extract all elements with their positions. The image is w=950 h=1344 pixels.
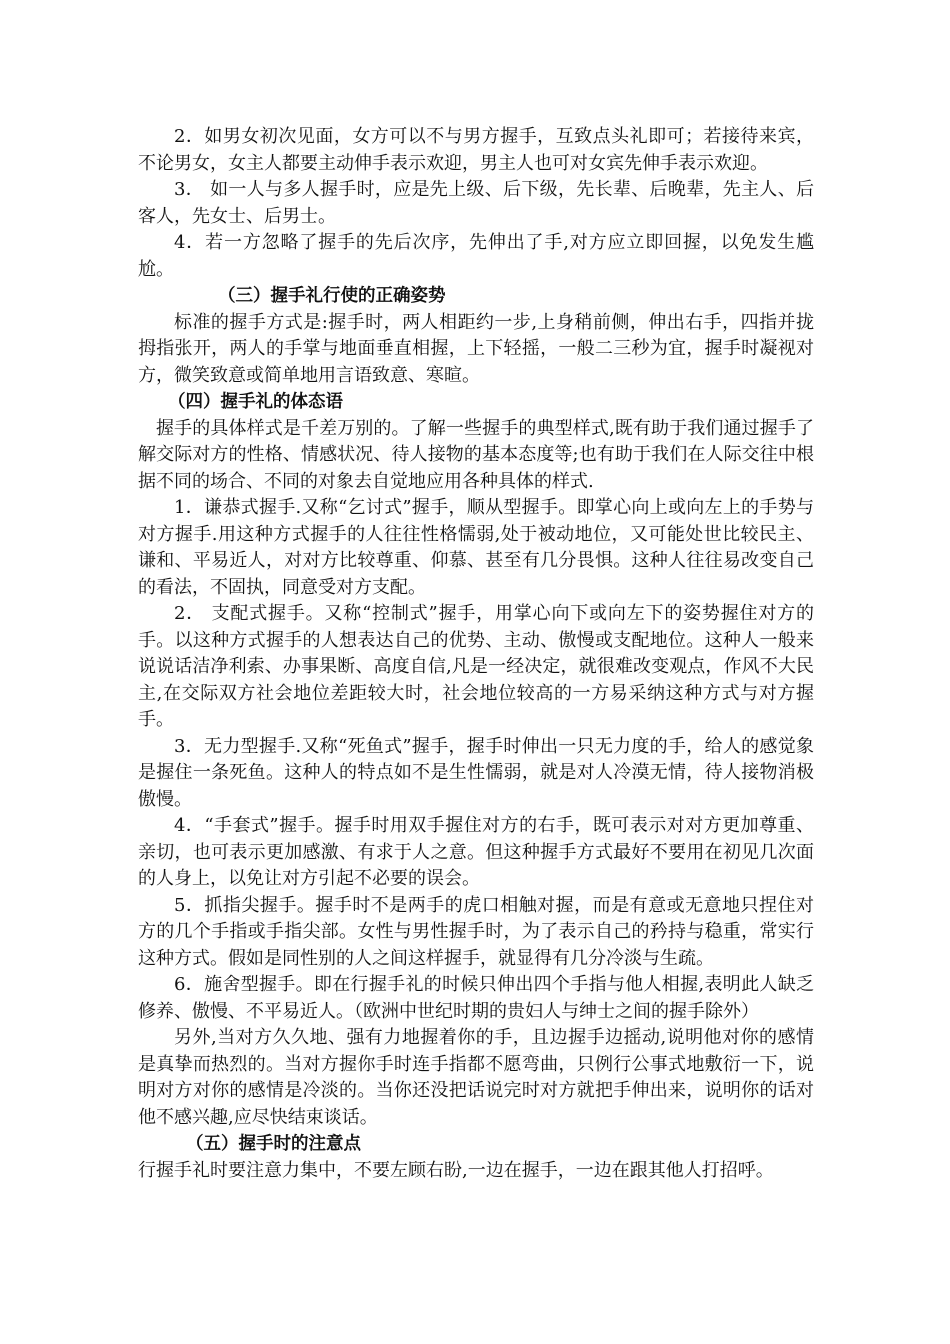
paragraph-standard-handshake: 标准的握手方式是:握手时，两人相距约一步,上身稍前侧，伸出右手，四指并拢拇指张开，两人的手掌与地面垂直相握，上下轻摇，一般二三秒为宜，握手时凝视对方，微笑致意或简单地用言语致意、寒暄。	[138, 311, 814, 386]
paragraph-one-to-many-order: 3． 如一人与多人握手时，应是先上级、后下级，先长辈、后晚辈，先主人、后客人，先女士、后男士。	[138, 179, 814, 227]
section-heading-correct-posture: （三）握手礼行使的正确姿势	[218, 286, 446, 306]
paragraph-weak-handshake: 3．无力型握手.又称“死鱼式”握手，握手时伸出一只无力度的手，给人的感觉象是握住一条死鱼。这种人的特点如不是生性懦弱，就是对人冷漠无情，待人接物消极傲慢。	[138, 735, 814, 810]
paragraph-attention-focus: 行握手礼时要注意力集中，不要左顾右盼,一边在握手，一边在跟其他人打招呼。	[138, 1159, 774, 1181]
paragraph-condescending-handshake: 6．施舍型握手。即在行握手礼的时候只伸出四个手指与他人相握,表明此人缺乏修养、傲慢、不平易近人。（欧洲中世纪时期的贵妇人与绅士之间的握手除外）	[138, 974, 814, 1022]
paragraph-additional-notes: 另外,当对方久久地、强有力地握着你的手，且边握手边摇动,说明他对你的感情是真挚而热烈的。当对方握你手时连手指都不愿弯曲，只例行公事式地敷衍一下，说明对方对你的感情是冷淡的。当你还没把话说完时对方就把手伸出来，说明你的话对他不感兴趣,应尽快结束谈话。	[138, 1027, 814, 1128]
paragraph-glove-handshake: 4．“手套式”握手。握手时用双手握住对方的右手，既可表示对对方更加尊重、亲切，也可表示更加感激、有求于人之意。但这种握手方式最好不要用在初见几次面的人身上，以免让对方引起不必要的误会。	[138, 815, 814, 889]
section-heading-body-language: （四）握手礼的体态语	[168, 392, 343, 412]
paragraph-handshake-styles-intro: 握手的具体样式是千差万别的。了解一些握手的典型样式,既有助于我们通过握手了解交际对方的性格、情感状况、待人接物的基本态度等;也有助于我们在人际交往中根据不同的场合、不同的对象去自觉地应用各种具体的样式.	[138, 417, 814, 492]
paragraph-humble-handshake: 1．谦恭式握手.又称“乞讨式”握手，顺从型握手。即掌心向上或向左上的手势与对方握手.用这种方式握手的人往往性格懦弱,处于被动地位，又可能处世比较民主、谦和、平易近人，对对方比较尊重、仰慕、甚至有几分畏惧。这种人往往易改变自己的看法，不固执，同意受对方支配。	[138, 497, 814, 598]
paragraph-ignored-order: 4．若一方忽略了握手的先后次序，先伸出了手,对方应立即回握，以免发生尴尬。	[138, 232, 814, 280]
paragraph-dominant-handshake: 2． 支配式握手。又称“控制式”握手，用掌心向下或向左下的姿势握住对方的手。以这种方式握手的人想表达自己的优势、主动、傲慢或支配地位。这种人一般来说说话洁净利索、办事果断、高度自信,凡是一经决定，就很难改变观点，作风不大民主,在交际双方社会地位差距较大时，社会地位较高的一方易采纳这种方式与对方握手。	[138, 603, 814, 730]
document-page	[138, 124, 814, 1184]
section-heading-precautions: （五）握手时的注意点	[186, 1134, 361, 1154]
paragraph-fingertip-handshake: 5．抓指尖握手。握手时不是两手的虎口相触对握，而是有意或无意地只捏住对方的几个手指或手指尖部。女性与男性握手时，为了表示自己的矜持与稳重，常实行这种方式。假如是同性别的人之间这样握手，就显得有几分冷淡与生疏。	[138, 894, 814, 969]
paragraph-women-men-first-meeting: 2．如男女初次见面，女方可以不与男方握手，互致点头礼即可；若接待来宾，不论男女，女主人都要主动伸手表示欢迎，男主人也可对女宾先伸手表示欢迎。	[138, 126, 814, 174]
